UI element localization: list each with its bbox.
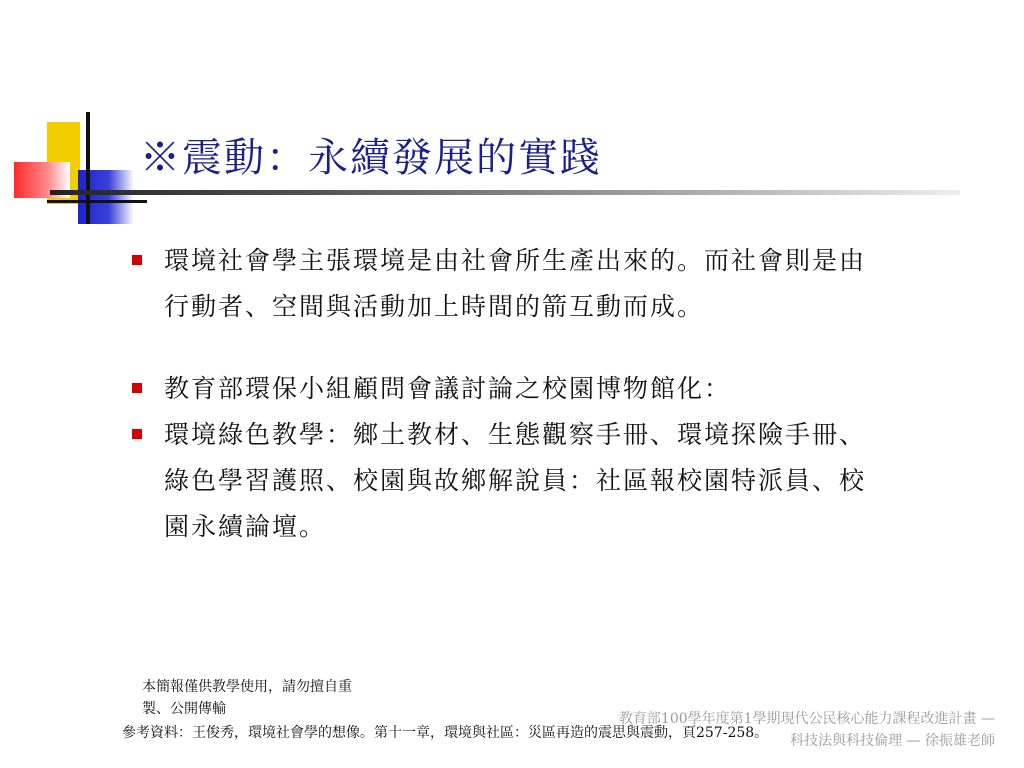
- copyright-note: 本簡報僅供教學使用，請勿擅自重製、公開傳輸: [142, 679, 352, 717]
- decor-vertical-line: [86, 112, 90, 224]
- course-footer: 教育部100學年度第1學期現代公民核心能力課程改進計畫 — 科技法與科技倫理 — 徐振雄老師: [618, 711, 995, 749]
- bullet-item: [130, 366, 890, 412]
- bullet-text: 教育部環保小組顧問會議討論之校園博物館化：: [164, 374, 732, 403]
- bullet-text: 環境綠色教學：鄉土教材、生態觀察手冊、環境探險手冊、綠色學習護照、校園與故鄉解說員：社區報校園特派員、校園永續論壇。: [164, 420, 867, 541]
- bullet-marker-icon: [132, 429, 142, 439]
- bullet-marker-icon: [132, 383, 142, 393]
- reference-note: 參考資料：王俊秀，環境社會學的想像。第十一章，環境與社區：災區再造的震思與震動，頁257-258。: [122, 725, 769, 741]
- bullet-marker-icon: [132, 255, 142, 265]
- decor-short-line: [47, 200, 147, 203]
- title-underline: [50, 190, 960, 195]
- bullet-item: [130, 412, 890, 550]
- bullet-text: 環境社會學主張環境是由社會所生產出來的。而社會則是由行動者、空間與活動加上時間的箭互動而成。: [164, 246, 867, 321]
- bullet-item: [130, 238, 890, 330]
- slide-title: ※震動：永續發展的實踐: [140, 135, 602, 181]
- bullet-list: [130, 238, 890, 550]
